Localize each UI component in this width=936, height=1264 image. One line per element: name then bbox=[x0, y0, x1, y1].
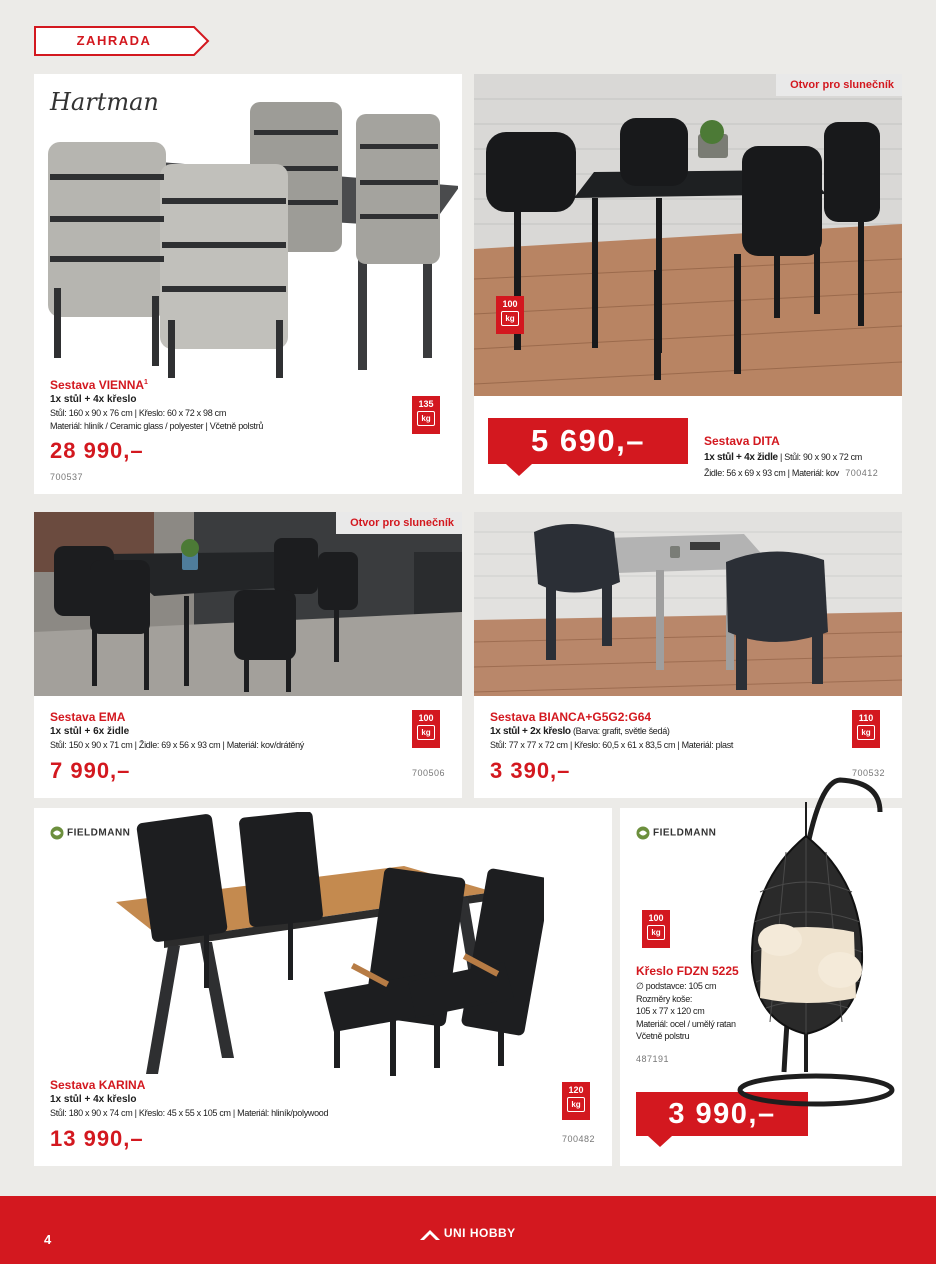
page-number: 4 bbox=[44, 1232, 52, 1247]
title-fdzn: Křeslo FDZN 5225 bbox=[636, 964, 739, 978]
fieldmann-leaf-icon bbox=[636, 826, 650, 840]
brand-logo-fieldmann-2 bbox=[636, 826, 716, 840]
load-value: 135 bbox=[418, 399, 434, 409]
price-box-dita bbox=[488, 418, 688, 464]
code-dita: 700412 bbox=[845, 468, 879, 478]
subtitle-vienna: 1x stůl + 4x křeslo bbox=[50, 394, 137, 405]
umbrella-hole-note-dita: Otvor pro slunečník bbox=[776, 74, 902, 96]
product-image-karina bbox=[104, 812, 544, 1080]
brand-logo-hartman: Hartman bbox=[50, 88, 159, 116]
spec-karina-1: Stůl: 180 x 90 x 74 cm | Křeslo: 45 x 55 x 105 cm | Materiál: hliník/polywood bbox=[50, 1108, 329, 1118]
fieldmann-leaf-icon bbox=[50, 826, 64, 840]
house-roof-icon bbox=[420, 1228, 440, 1240]
product-image-fdzn bbox=[730, 772, 902, 1132]
price-box-pointer bbox=[648, 1136, 672, 1148]
spec-vienna-2: Materiál: hliník / Ceramic glass / polyester | Včetně polstrů bbox=[50, 421, 264, 431]
load-value: 100 bbox=[648, 913, 664, 923]
section-label: ZAHRADA bbox=[76, 33, 152, 48]
footer-brand-text: UNI HOBBY bbox=[443, 1226, 516, 1240]
brand-text: FIELDMANN bbox=[653, 827, 717, 839]
kg-icon: kg bbox=[417, 411, 435, 426]
load-value: 110 bbox=[858, 713, 874, 723]
price-fdzn: 3 990,– bbox=[668, 1098, 776, 1130]
load-badge-ema bbox=[412, 710, 440, 748]
spec-fdzn-line: 105 x 77 x 120 cm bbox=[636, 1006, 705, 1016]
code-fdzn: 487191 bbox=[636, 1054, 670, 1064]
subtitle-bianca-line bbox=[490, 726, 670, 737]
subtitle-bianca-extra: (Barva: grafit, světle šedá) bbox=[572, 726, 670, 736]
load-value: 100 bbox=[418, 713, 434, 723]
kg-icon: kg bbox=[857, 725, 875, 740]
spec-dita-inline: | Stůl: 90 x 90 x 72 cm bbox=[780, 452, 862, 462]
kg-icon: kg bbox=[417, 725, 435, 740]
footer-brand-logo[interactable] bbox=[420, 1226, 516, 1240]
load-badge-karina bbox=[562, 1082, 590, 1120]
subtitle-ema: 1x stůl + 6x židle bbox=[50, 726, 130, 737]
umbrella-hole-note-ema: Otvor pro slunečník bbox=[336, 512, 462, 534]
product-image-ema bbox=[34, 512, 462, 696]
load-value: 100 bbox=[502, 299, 518, 309]
price-bianca: 3 390,– bbox=[490, 758, 571, 783]
product-card-vienna[interactable] bbox=[34, 74, 462, 494]
title-bianca: Sestava BIANCA+G5G2:G64 bbox=[490, 710, 652, 724]
code-vienna: 700537 bbox=[50, 472, 84, 482]
section-tab[interactable] bbox=[34, 26, 210, 56]
spec-fdzn-line: Rozměry koše: bbox=[636, 993, 693, 1004]
price-dita: 5 690,– bbox=[531, 423, 645, 458]
product-card-ema[interactable] bbox=[34, 512, 462, 798]
load-badge-fdzn bbox=[642, 910, 670, 948]
load-value: 120 bbox=[568, 1085, 584, 1095]
title-ema: Sestava EMA bbox=[50, 710, 126, 724]
subtitle-bianca: 1x stůl + 2x křeslo bbox=[490, 726, 571, 737]
spec-vienna-1: Stůl: 160 x 90 x 76 cm | Křeslo: 60 x 72 x 98 cm bbox=[50, 408, 227, 418]
product-card-bianca[interactable] bbox=[474, 512, 902, 798]
spec-dita-1 bbox=[704, 452, 862, 463]
load-badge-dita bbox=[496, 296, 524, 334]
title-vienna-sup: 1 bbox=[144, 379, 148, 386]
title-vienna-text: Sestava VIENNA bbox=[50, 378, 145, 392]
load-badge-bianca bbox=[852, 710, 880, 748]
product-card-dita[interactable] bbox=[474, 74, 902, 494]
product-image-vienna bbox=[40, 88, 458, 378]
brand-text: FIELDMANN bbox=[67, 827, 131, 839]
product-image-dita bbox=[474, 74, 902, 396]
product-image-bianca bbox=[474, 512, 902, 696]
price-karina: 13 990,– bbox=[50, 1126, 144, 1151]
kg-icon: kg bbox=[567, 1097, 585, 1112]
product-card-karina[interactable] bbox=[34, 808, 612, 1166]
title-karina: Sestava KARINA bbox=[50, 1078, 146, 1092]
kg-icon: kg bbox=[501, 311, 519, 326]
spec-bianca-1: Stůl: 77 x 77 x 72 cm | Křeslo: 60,5 x 61 x 83,5 cm | Materiál: plast bbox=[490, 740, 734, 750]
spec-dita-2-text: Židle: 56 x 69 x 93 cm | Materiál: kov bbox=[704, 468, 839, 478]
price-box-pointer bbox=[506, 464, 532, 478]
spec-fdzn-line: Včetně polstru bbox=[636, 1031, 690, 1041]
subtitle-dita: 1x stůl + 4x židle bbox=[704, 452, 778, 463]
title-vienna bbox=[50, 378, 148, 392]
price-vienna: 28 990,– bbox=[50, 438, 144, 463]
code-karina: 700482 bbox=[562, 1134, 596, 1144]
spec-fdzn bbox=[636, 980, 736, 1043]
title-dita: Sestava DITA bbox=[704, 434, 780, 448]
price-ema: 7 990,– bbox=[50, 758, 131, 783]
spec-ema-1: Stůl: 150 x 90 x 71 cm | Židle: 69 x 56 x 93 cm | Materiál: kov/drátěný bbox=[50, 740, 305, 750]
subtitle-karina: 1x stůl + 4x křeslo bbox=[50, 1094, 137, 1105]
code-ema: 700506 bbox=[412, 768, 446, 778]
code-bianca: 700532 bbox=[852, 768, 886, 778]
spec-dita-2 bbox=[704, 468, 878, 478]
spec-fdzn-line: ∅ podstavce: 105 cm bbox=[636, 981, 717, 991]
spec-fdzn-line: Materiál: ocel / umělý ratan bbox=[636, 1018, 736, 1029]
kg-icon: kg bbox=[647, 925, 665, 940]
load-badge-vienna bbox=[412, 396, 440, 434]
